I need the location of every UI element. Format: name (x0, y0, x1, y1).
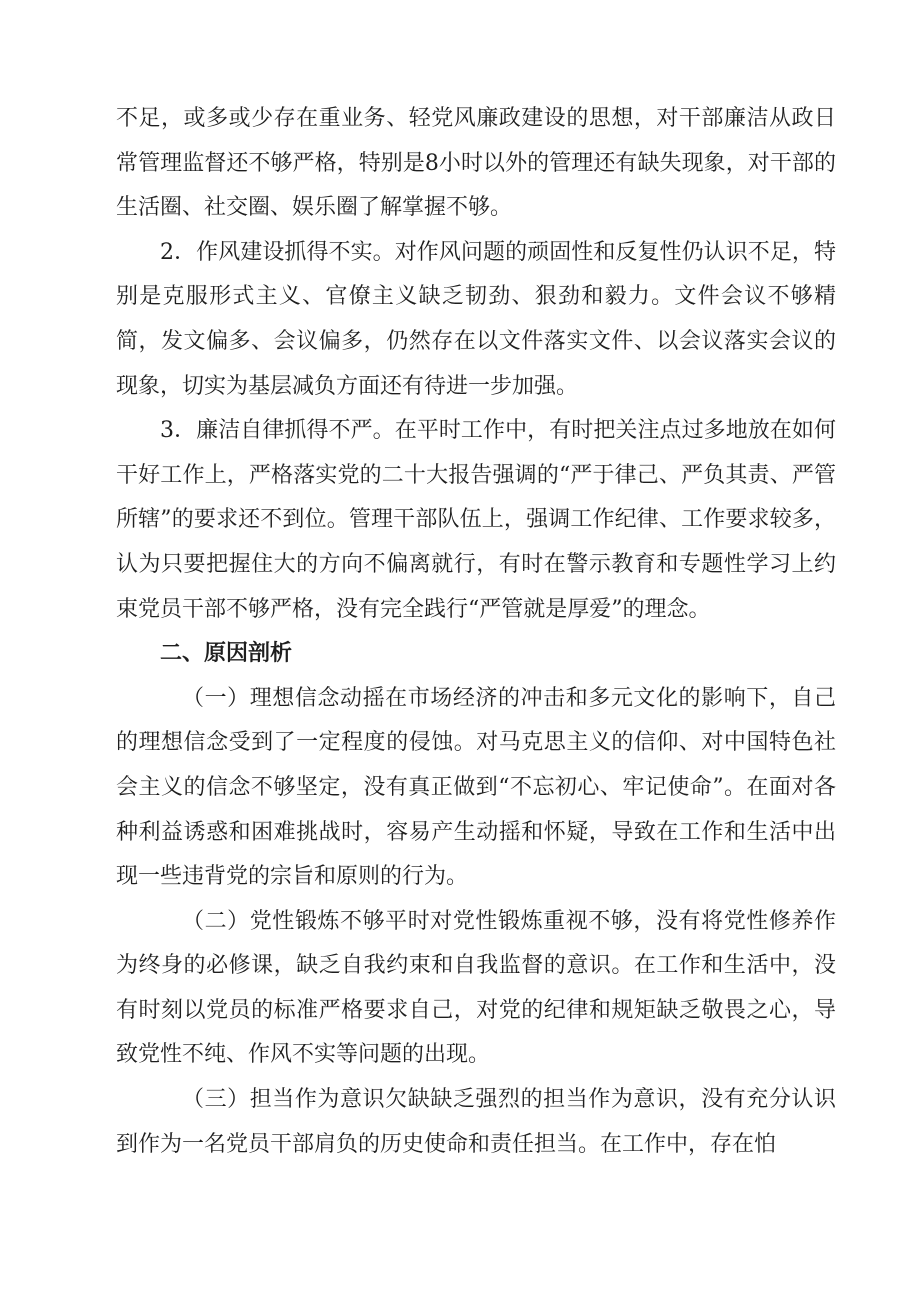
paragraph-item-2: 2．作风建设抓得不实。对作风问题的顽固性和反复性仍认识不足，特别是克服形式主义、官僚主义缺乏韧劲、狠劲和毅力。文件会议不够精简，发文偏多、会议偏多，仍然存在以文件落实文件、以会议落实会议的现象，切实为基层减负方面还有待进一步加强。 (116, 239, 836, 399)
paragraph-cause-1: （一）理想信念动摇在市场经济的冲击和多元文化的影响下，自己的理想信念受到了一定程度的侵蚀。对马克思主义的信仰、对中国特色社会主义的信念不够坚定，没有真正做到“不忘初心、牢记使命”。在面对各种利益诱惑和困难挑战时，容易产生动摇和怀疑，导致在工作和生活中出现一些违背党的宗旨和原则的行为。 (116, 685, 836, 890)
paragraph-item-3: 3．廉洁自律抓得不严。在平时工作中，有时把关注点过多地放在如何干好工作上，严格落实党的二十大报告强调的“严于律己、严负其责、严管所辖”的要求还不到位。管理干部队伍上，强调工作纪律、工作要求较多，认为只要把握住大的方向不偏离就行，有时在警示教育和专题性学习上约束党员干部不够严格，没有完全践行“严管就是厚爱”的理念。 (116, 418, 836, 622)
paragraph-cause-3: （三）担当作为意识欠缺缺乏强烈的担当作为意识，没有充分认识到作为一名党员干部肩负的历史使命和责任担当。在工作中，存在怕 (116, 1087, 836, 1157)
paragraph-cause-2: （二）党性锻炼不够平时对党性锻炼重视不够，没有将党性修养作为终身的必修课，缺乏自我约束和自我监督的意识。在工作和生活中，没有时刻以党员的标准严格要求自己，对党的纪律和规矩缺乏敬畏之心，导致党性不纯、作风不实等问题的出现。 (116, 908, 836, 1068)
paragraph-continued: 不足，或多或少存在重业务、轻党风廉政建设的思想，对干部廉洁从政日常管理监督还不够严格，特别是8小时以外的管理还有缺失现象，对干部的生活圈、社交圈、娱乐圈了解掌握不够。 (116, 106, 836, 221)
document-body (116, 97, 836, 1167)
section-heading: 二、原因剖析 (160, 641, 293, 667)
